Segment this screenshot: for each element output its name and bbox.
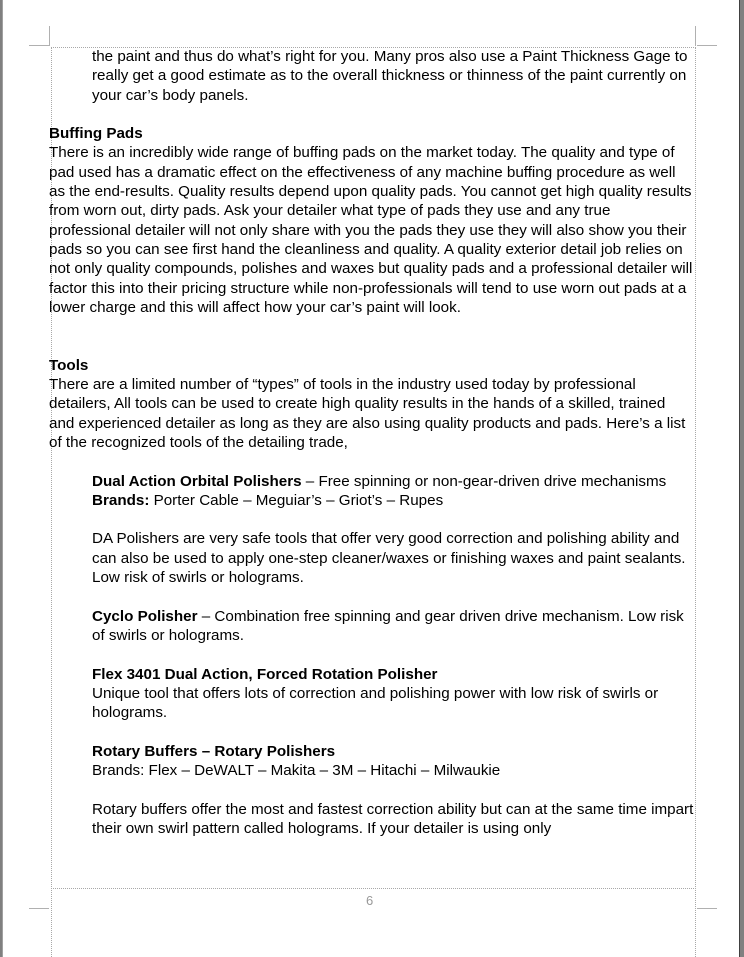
crop-mark <box>697 45 717 46</box>
rotary-brands: Brands: Flex – DeWALT – Makita – 3M – Hitachi – Milwaukie <box>92 761 501 779</box>
crop-mark <box>695 26 696 46</box>
intro-paragraph: the paint and thus do what’s right for you. Many pros also use a Paint Thickness Gage to really get a good estimate as to the overall thickness or thinness of the paint currently on your car’s body panels. <box>92 48 688 104</box>
rotary-notes: Rotary buffers offer the most and fastest correction ability but can at the same time impart their own swirl pattern called holograms. If your detailer is using only <box>92 800 694 837</box>
da-polisher-item: Dual Action Orbital Polishers – Free spinning or non-gear-driven drive mechanisms <box>92 472 667 490</box>
footer-boundary <box>51 890 696 957</box>
flex-polisher-title: Flex 3401 Dual Action, Forced Rotation Polisher <box>92 665 438 683</box>
da-notes: DA Polishers are very safe tools that offer very good correction and polishing ability and can also be used to apply one-step cleaner/waxes or finishing waxes and paint sealants. Low risk of swirls or holograms. <box>92 530 686 587</box>
page-number: 6 <box>366 893 374 908</box>
buffing-pads-paragraph: There is an incredibly wide range of buffing pads on the market today. The quality and type of pad used has a dramatic effect on the effectiveness of any machine buffing procedure as well as the end-results. Quality results depend upon quality pads. You cannot get high quality results from worn out, dirty pads. Ask your detailer what type of pads they use and any true professional detailer will not only share with you the pads they use they will also show you their pads so you can see first hand the cleanliness and quality. A quality exterior detail job relies on not only quality compounds, polishes and waxes but quality pads and a professional detailer will factor this into their pricing structure while non-professionals will tend to use worn out pads at a lower charge and this will affect how your car’s paint will look. <box>49 144 693 316</box>
rotary-title: Rotary Buffers – Rotary Polishers <box>92 742 336 760</box>
crop-mark <box>29 908 49 909</box>
cyclo-title: Cyclo Polisher <box>92 607 198 625</box>
da-polisher-title: Dual Action Orbital Polishers <box>92 472 302 490</box>
crop-mark <box>697 908 717 909</box>
cyclo-polisher-item: Cyclo Polisher – Combination free spinning and gear driven drive mechanism. Low risk of swirls or holograms. <box>92 607 684 644</box>
buffing-pads-heading: Buffing Pads <box>49 125 143 143</box>
tools-heading: Tools <box>49 356 89 374</box>
tools-paragraph: There are a limited number of “types” of tools in the industry used today by professional detailers, All tools can be used to create high quality results in the hands of a skilled, trained and experienced detailer as long as they are also using quality products and pads. Here’s a list of the recognized tools of the detailing trade, <box>49 376 686 451</box>
flex-polisher-desc: Unique tool that offers lots of correction and polishing power with low risk of swirls or holograms. <box>92 684 659 722</box>
crop-mark <box>49 26 50 46</box>
da-brands: Brands: Porter Cable – Meguiar’s – Griot’s – Rupes <box>92 491 444 509</box>
document-body[interactable] <box>49 47 694 838</box>
crop-mark <box>29 45 49 46</box>
